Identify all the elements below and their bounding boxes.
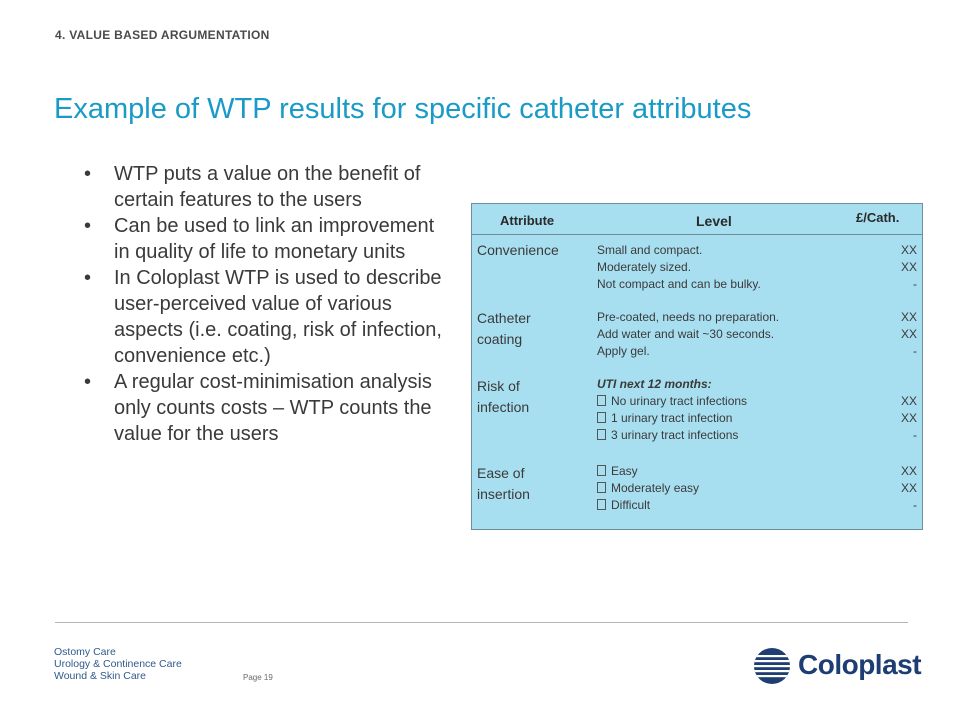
bullet-item (84, 265, 454, 369)
page-title: Example of WTP results for specific catheter attributes (54, 93, 752, 125)
values-risk-of-infection (877, 393, 917, 444)
level-text: Pre-coated, needs no preparation. (597, 310, 780, 324)
value-text: - (913, 498, 917, 512)
levels-risk-of-infection (597, 376, 857, 444)
header-level: Level (696, 213, 732, 229)
attribute-convenience: Convenience (477, 242, 559, 258)
level-text: 1 urinary tract infection (611, 411, 733, 425)
level-text: Moderately sized. (597, 260, 692, 274)
level-text: Small and compact. (597, 243, 703, 257)
value-text: XX (900, 464, 917, 478)
bullet-item (84, 369, 454, 447)
bullet-text: Can be used to link an improvement in quality of life to monetary units (114, 215, 435, 263)
page-number: Page 19 (243, 673, 273, 682)
attribute-ease-of-insertion: Ease of insertion (477, 465, 530, 502)
attribute-risk-of-infection: Risk of infection (477, 378, 530, 415)
level-option (597, 393, 857, 410)
level-option (597, 497, 857, 514)
bullet-item (84, 213, 454, 265)
level-text: Easy (611, 464, 638, 478)
value-text: - (913, 344, 917, 358)
footer-business-areas (54, 646, 182, 682)
value-text: XX (900, 260, 917, 274)
level-text: Apply gel. (597, 344, 650, 358)
level-sublabel: UTI next 12 months: (597, 377, 712, 391)
level-text: Difficult (611, 498, 651, 512)
checkbox-icon (597, 395, 606, 406)
footer-divider (55, 622, 908, 623)
wtp-table (471, 203, 923, 530)
checkbox-icon (597, 429, 606, 440)
level-text: No urinary tract infections (611, 394, 748, 408)
footer-line: Ostomy Care (54, 646, 116, 658)
footer-line: Urology & Continence Care (54, 658, 182, 670)
bullet-list (84, 161, 454, 447)
checkbox-icon (597, 412, 606, 423)
value-text: XX (900, 310, 917, 324)
level-option (597, 410, 857, 427)
level-text: Moderately easy (611, 481, 700, 495)
level-option (597, 427, 857, 444)
checkbox-icon (597, 465, 606, 476)
bullet-dot: • (84, 215, 92, 237)
logo-wordmark: Coloplast (798, 649, 922, 680)
header-attribute: Attribute (500, 213, 555, 228)
values-ease-of-insertion (877, 463, 917, 514)
value-text: - (913, 277, 917, 291)
bullet-dot: • (84, 371, 92, 393)
header-value: £/Cath. (856, 210, 900, 225)
levels-convenience (597, 242, 857, 293)
value-text: XX (900, 481, 917, 495)
bullet-item (84, 161, 454, 213)
level-option (597, 463, 857, 480)
values-convenience (877, 242, 917, 293)
attribute-catheter-coating: Catheter coating (477, 310, 531, 347)
levels-ease-of-insertion (597, 463, 857, 514)
footer-line: Wound & Skin Care (54, 670, 147, 682)
value-text: XX (900, 411, 917, 425)
value-text: XX (900, 394, 917, 408)
level-text: Add water and wait ~30 seconds. (597, 327, 775, 341)
value-text: XX (900, 327, 917, 341)
bullet-dot: • (84, 163, 92, 185)
coloplast-logo-icon (752, 646, 792, 686)
level-text: Not compact and can be bulky. (597, 277, 761, 291)
table-header (472, 204, 922, 235)
coloplast-logo (752, 646, 922, 686)
section-label: 4. VALUE BASED ARGUMENTATION (55, 28, 270, 42)
checkbox-icon (597, 499, 606, 510)
level-option (597, 480, 857, 497)
value-text: - (913, 428, 917, 442)
levels-catheter-coating (597, 309, 857, 360)
checkbox-icon (597, 482, 606, 493)
level-text: 3 urinary tract infections (611, 428, 739, 442)
bullet-text: WTP puts a value on the benefit of certain features to the users (114, 163, 421, 211)
value-text: XX (900, 243, 917, 257)
bullet-text: A regular cost-minimisation analysis only counts costs – WTP counts the value for the users (114, 371, 432, 445)
bullet-dot: • (84, 267, 92, 289)
bullet-text: In Coloplast WTP is used to describe user-perceived value of various aspects (i.e. coating, risk of infection, convenience etc.) (114, 267, 442, 367)
values-catheter-coating (877, 309, 917, 360)
